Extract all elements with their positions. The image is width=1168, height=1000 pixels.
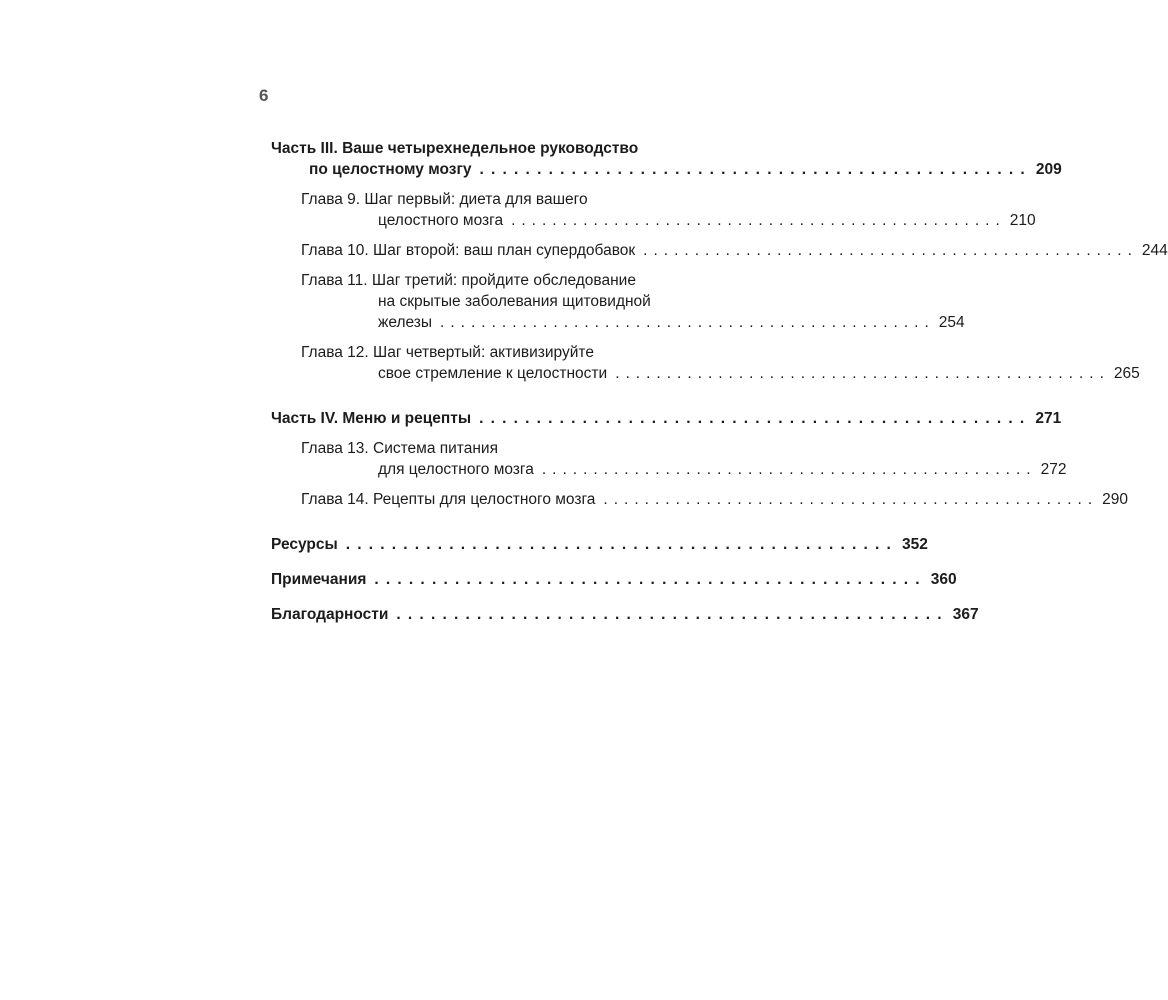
toc-page-number: 360 [930,571,957,588]
toc-page-number: 272 [1040,461,1067,478]
dot-leader: ................................................ [479,410,1032,427]
toc-entry-resources[interactable] [271,534,928,555]
dot-leader: ................................................ [643,242,1138,259]
toc-entry-title-line: Глава 9. Шаг первый: диета для вашего [301,191,588,208]
toc-page-number: 367 [952,606,979,623]
dot-leader: ................................................ [440,314,935,331]
toc-page-number: 352 [902,536,928,553]
toc-page-number: 209 [1035,161,1062,178]
toc-entry-title-line: на скрытые заболевания щитовидной [378,293,651,310]
toc-entry-chapter-10[interactable] [301,240,1168,261]
toc-entry-title-line: по целостному мозгу [309,161,472,178]
toc-entry-title-line: для целостного мозга [378,461,534,478]
toc-entry-chapter-13[interactable] [301,438,1067,480]
toc-page-number: 244 [1141,242,1168,259]
toc-entry-chapter-12[interactable] [301,342,1140,384]
toc-entry-title-line: целостного мозга [378,212,504,229]
toc-entry-title-line: Глава 12. Шаг четвертый: активизируйте [301,344,594,361]
table-of-contents [271,138,1168,625]
toc-page-number: 290 [1102,491,1129,508]
dot-leader: ................................................ [615,365,1110,382]
toc-entry-part-3[interactable] [271,138,1062,180]
toc-page-number: 271 [1035,410,1062,427]
toc-entry-title-line: свое стремление к целостности [378,365,608,382]
toc-entry-title-line: Часть IV. Меню и рецепты [271,410,472,427]
toc-entry-acknowledgements[interactable] [271,604,979,625]
toc-entry-title-line: Ресурсы [271,536,338,553]
toc-entry-title-line: Глава 14. Рецепты для целостного мозга [301,491,596,508]
toc-entry-title-line: Благодарности [271,606,389,623]
dot-leader: ................................................ [603,491,1099,508]
dot-leader: ................................................ [396,606,949,623]
toc-page-number: 265 [1113,365,1140,382]
toc-entry-title-line: железы [378,314,433,331]
dot-leader: ................................................ [479,161,1032,178]
dot-leader: ................................................ [541,461,1037,478]
toc-entry-title-line: Глава 13. Система питания [301,440,498,457]
toc-page-number: 210 [1009,212,1036,229]
toc-entry-title-line: Глава 11. Шаг третий: пройдите обследование [301,272,636,289]
toc-entry-title-line: Глава 10. Шаг второй: ваш план супердобавок [301,242,636,259]
toc-page-number: 254 [938,314,965,331]
toc-entry-part-4[interactable] [271,408,1062,429]
toc-entry-title-line: Часть III. Ваше четырехнедельное руководство [271,140,639,157]
dot-leader: ................................................ [345,536,899,553]
toc-entry-chapter-14[interactable] [301,489,1129,510]
dot-leader: ................................................ [374,571,927,588]
toc-entry-notes[interactable] [271,569,957,590]
toc-entry-title-line: Примечания [271,571,367,588]
page-number: 6 [259,86,269,105]
toc-entry-chapter-9[interactable] [301,189,1036,231]
toc-entry-chapter-11[interactable] [301,270,965,333]
dot-leader: ................................................ [511,212,1006,229]
